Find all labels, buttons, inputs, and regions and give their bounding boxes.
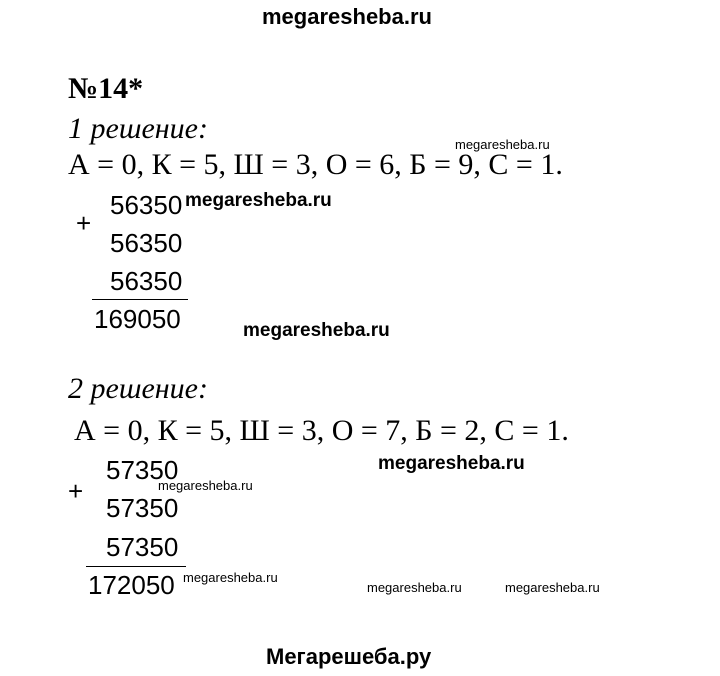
watermark-s2-sum: megaresheba.ru: [183, 570, 278, 585]
solution1-addend-2: 56350: [110, 228, 183, 258]
solution2-equation: А = 0, К = 5, Ш = 3, О = 7, Б = 2, С = 1.: [74, 414, 569, 447]
solution1-heading: 1 решение:: [68, 112, 208, 145]
solution2-sum: 172050: [88, 570, 175, 600]
solution1-plus-sign: +: [76, 208, 92, 238]
watermark-s1-small: megaresheba.ru: [455, 137, 550, 152]
watermark-s2-right: megaresheba.ru: [378, 453, 525, 474]
header-watermark: megaresheba.ru: [262, 4, 432, 29]
problem-title: №14*: [68, 72, 144, 105]
solution1-sum: 169050: [94, 304, 181, 334]
solution2-plus-sign: +: [68, 476, 84, 506]
watermark-s2-bottom-2: megaresheba.ru: [505, 580, 600, 595]
solution2-addend-1: 57350: [106, 455, 179, 485]
watermark-s1-middle: megaresheba.ru: [243, 320, 390, 341]
solution2-addend-2: 57350: [106, 493, 179, 523]
solution1-addend-1: 56350: [110, 190, 183, 220]
solution2-addend-3: 57350: [106, 532, 179, 562]
footer-watermark: Мегарешеба.ру: [266, 644, 432, 669]
solution1-addend-3: 56350: [110, 266, 183, 296]
watermark-s2-addend: megaresheba.ru: [158, 478, 253, 493]
solution2-sum-rule: [86, 566, 186, 567]
solution1-sum-rule: [92, 299, 188, 300]
solution2-heading: 2 решение:: [68, 372, 208, 405]
solution1-equation: А = 0, К = 5, Ш = 3, О = 6, Б = 9, С = 1.: [68, 148, 563, 181]
watermark-s2-bottom-1: megaresheba.ru: [367, 580, 462, 595]
watermark-s1-addend: megaresheba.ru: [185, 190, 332, 211]
